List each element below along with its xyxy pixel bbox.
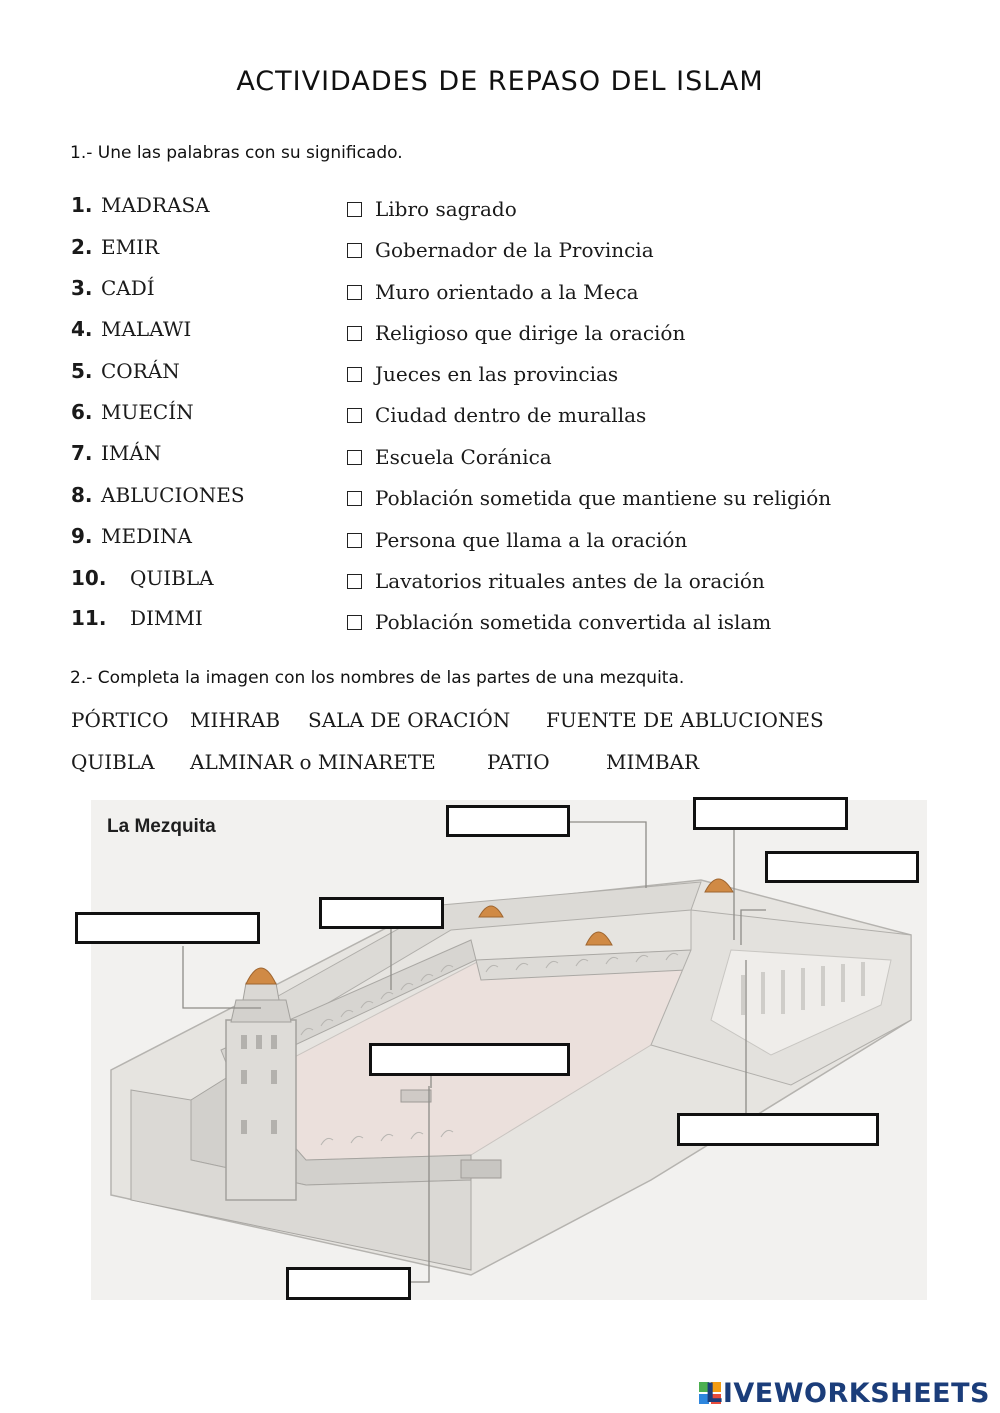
term-number: 6. (71, 400, 93, 424)
liveworksheets-brand[interactable]: LIVEWORKSHEETS (705, 1378, 990, 1409)
match-checkbox[interactable] (347, 202, 362, 217)
worksheet-title: ACTIVIDADES DE REPASO DEL ISLAM (236, 66, 764, 97)
term-word: IMÁN (101, 441, 162, 465)
term-number: 7. (71, 441, 93, 465)
word-bank-mihrab: MIHRAB (190, 708, 281, 732)
term-number: 2. (71, 235, 93, 259)
term-number: 10. (71, 566, 107, 590)
word-bank-alminar: ALMINAR o MINARETE (190, 750, 436, 774)
match-checkbox[interactable] (347, 574, 362, 589)
term-word: CADÍ (101, 276, 155, 300)
illustration-caption: La Mezquita (107, 816, 216, 837)
meaning-text: Escuela Coránica (375, 445, 552, 469)
word-bank-fuente: FUENTE DE ABLUCIONES (546, 708, 824, 732)
term-number: 11. (71, 606, 107, 630)
meaning-text: Muro orientado a la Meca (375, 280, 639, 304)
answer-box-mihrab[interactable] (765, 851, 919, 883)
meaning-text: Población sometida que mantiene su religión (375, 486, 832, 510)
section2-instruction: 2.- Completa la imagen con los nombres de las partes de una mezquita. (70, 668, 685, 688)
match-checkbox[interactable] (347, 491, 362, 506)
meaning-text: Gobernador de la Provincia (375, 238, 654, 262)
match-checkbox[interactable] (347, 285, 362, 300)
term-word: MALAWI (101, 317, 192, 341)
meaning-text: Ciudad dentro de murallas (375, 403, 647, 427)
meaning-text: Población sometida convertida al islam (375, 610, 772, 634)
term-number: 9. (71, 524, 93, 548)
match-checkbox[interactable] (347, 533, 362, 548)
term-number: 8. (71, 483, 93, 507)
word-bank-porticio: PÓRTICO (71, 708, 169, 732)
term-word: EMIR (101, 235, 160, 259)
term-number: 5. (71, 359, 93, 383)
answer-box-fuente[interactable] (286, 1267, 411, 1300)
answer-box-sala-oracion[interactable] (446, 805, 570, 837)
section1-instruction: 1.- Une las palabras con su significado. (70, 143, 403, 163)
match-checkbox[interactable] (347, 450, 362, 465)
match-checkbox[interactable] (347, 615, 362, 630)
match-checkbox[interactable] (347, 243, 362, 258)
match-checkbox[interactable] (347, 408, 362, 423)
answer-box-mimbar[interactable] (677, 1113, 879, 1146)
match-checkbox[interactable] (347, 367, 362, 382)
match-checkbox[interactable] (347, 326, 362, 341)
answer-box-quibla[interactable] (693, 797, 848, 830)
word-bank-sala-oracion: SALA DE ORACIÓN (308, 708, 511, 732)
meaning-text: Religioso que dirige la oración (375, 321, 686, 345)
term-word: ABLUCIONES (101, 483, 245, 507)
word-bank-quibla: QUIBLA (71, 750, 155, 774)
term-number: 1. (71, 193, 93, 217)
meaning-text: Jueces en las provincias (375, 362, 619, 386)
term-word: MEDINA (101, 524, 192, 548)
meaning-text: Lavatorios rituales antes de la oración (375, 569, 765, 593)
term-word: MADRASA (101, 193, 210, 217)
word-bank-mimbar: MIMBAR (606, 750, 700, 774)
meaning-text: Libro sagrado (375, 197, 517, 221)
term-word: CORÁN (101, 359, 180, 383)
term-number: 4. (71, 317, 93, 341)
term-word: DIMMI (130, 606, 203, 630)
term-word: MUECÍN (101, 400, 194, 424)
answer-box-portico[interactable] (319, 897, 444, 929)
meaning-text: Persona que llama a la oración (375, 528, 688, 552)
term-number: 3. (71, 276, 93, 300)
word-bank-patio: PATIO (487, 750, 550, 774)
answer-box-patio[interactable] (369, 1043, 570, 1076)
term-word: QUIBLA (130, 566, 214, 590)
answer-box-minaret[interactable] (75, 912, 260, 944)
